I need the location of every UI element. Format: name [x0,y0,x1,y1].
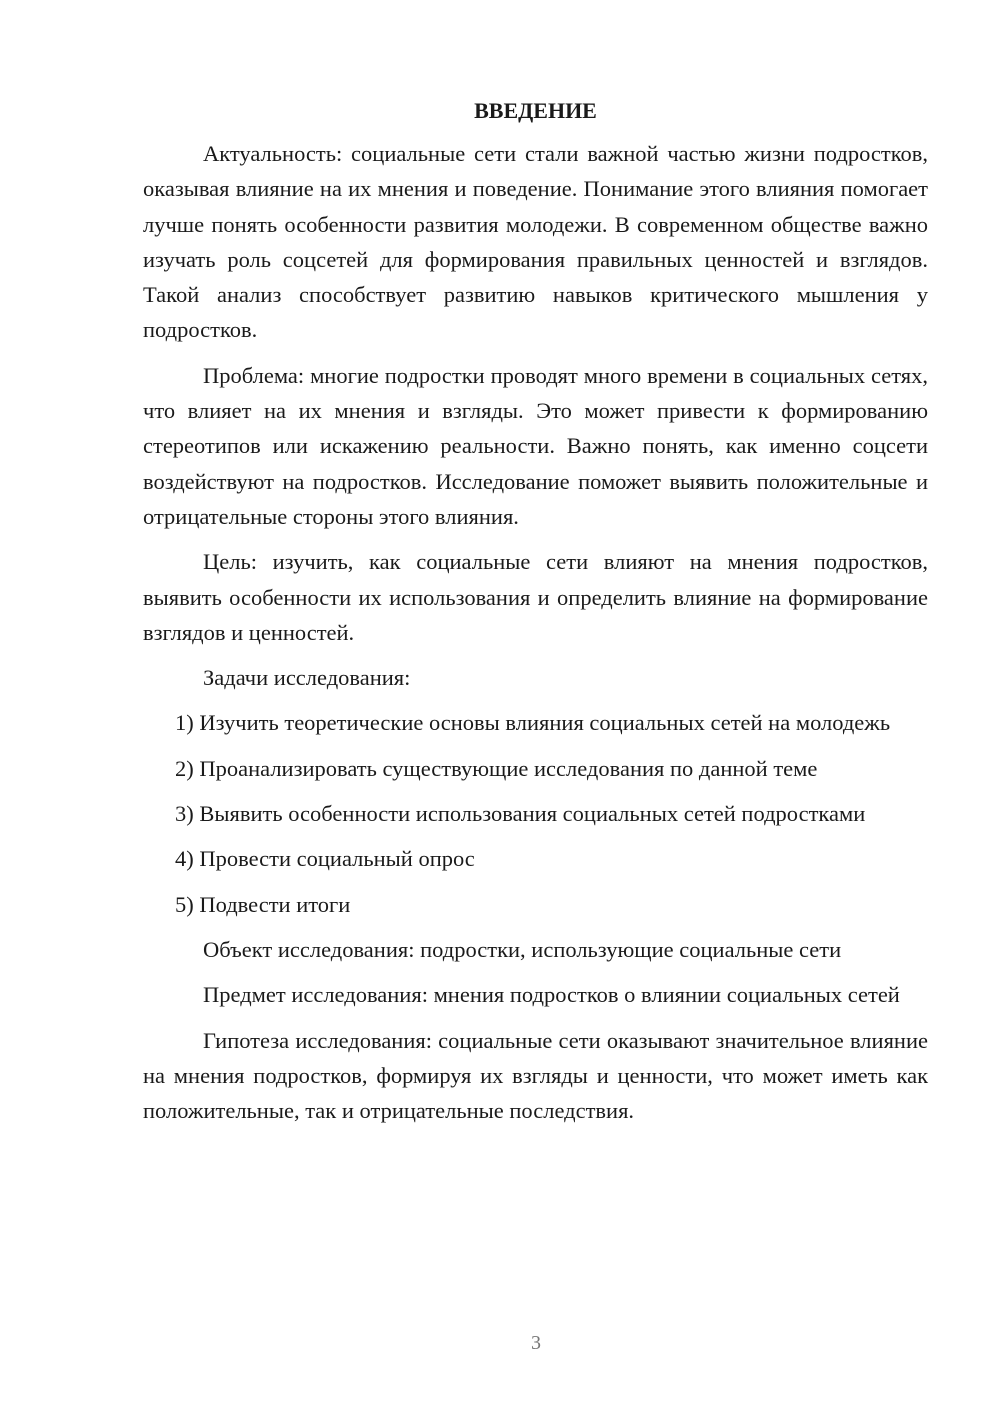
paragraph-relevance: Актуальность: социальные сети стали важной частью жизни подростков, оказывая влияние на их мнения и поведение. Понимание этого влияния помогает лучше понять особенности развития молодежи. В современном обществе важно изучать роль соцсетей для формирования правильных ценностей и взглядов. Такой анализ способствует развитию навыков критического мышления у подростков. [143,141,928,343]
task-item-1: 1) Изучить теоретические основы влияния социальных сетей на молодежь [175,710,891,736]
task-item-4: 4) Провести социальный опрос [175,846,475,872]
paragraph-object: Объект исследования: подростки, использующие социальные сети [203,936,842,962]
paragraph-subject: Предмет исследования: мнения подростков о влиянии социальных сетей [203,982,900,1008]
task-item-3: 3) Выявить особенности использования социальных сетей подростками [175,801,866,827]
tasks-heading: Задачи исследования: [203,665,411,691]
task-item-5: 5) Подвести итоги [175,891,351,917]
paragraph-hypothesis: Гипотеза исследования: социальные сети оказывают значительное влияние на мнения подростков, формируя их взгляды и ценности, что может иметь как положительные, так и отрицательные последствия. [143,1027,928,1124]
page-number: 3 [531,1332,541,1354]
paragraph-goal: Цель: изучить, как социальные сети влияют на мнения подростков, выявить особенности их использования и определить влияние на формирование взглядов и ценностей. [143,549,928,645]
page-title: ВВЕДЕНИЕ [474,98,597,123]
page-content [143,94,928,1138]
task-item-2: 2) Проанализировать существующие исследования по данной теме [175,755,818,781]
paragraph-problem: Проблема: многие подростки проводят много времени в социальных сетях, что влияет на их мнения и взгляды. Это может привести к формированию стереотипов или искажению реальности. Важно понять, как именно соцсети воздействуют на подростков. Исследование поможет выявить положительные и отрицательные стороны этого влияния. [143,362,928,529]
